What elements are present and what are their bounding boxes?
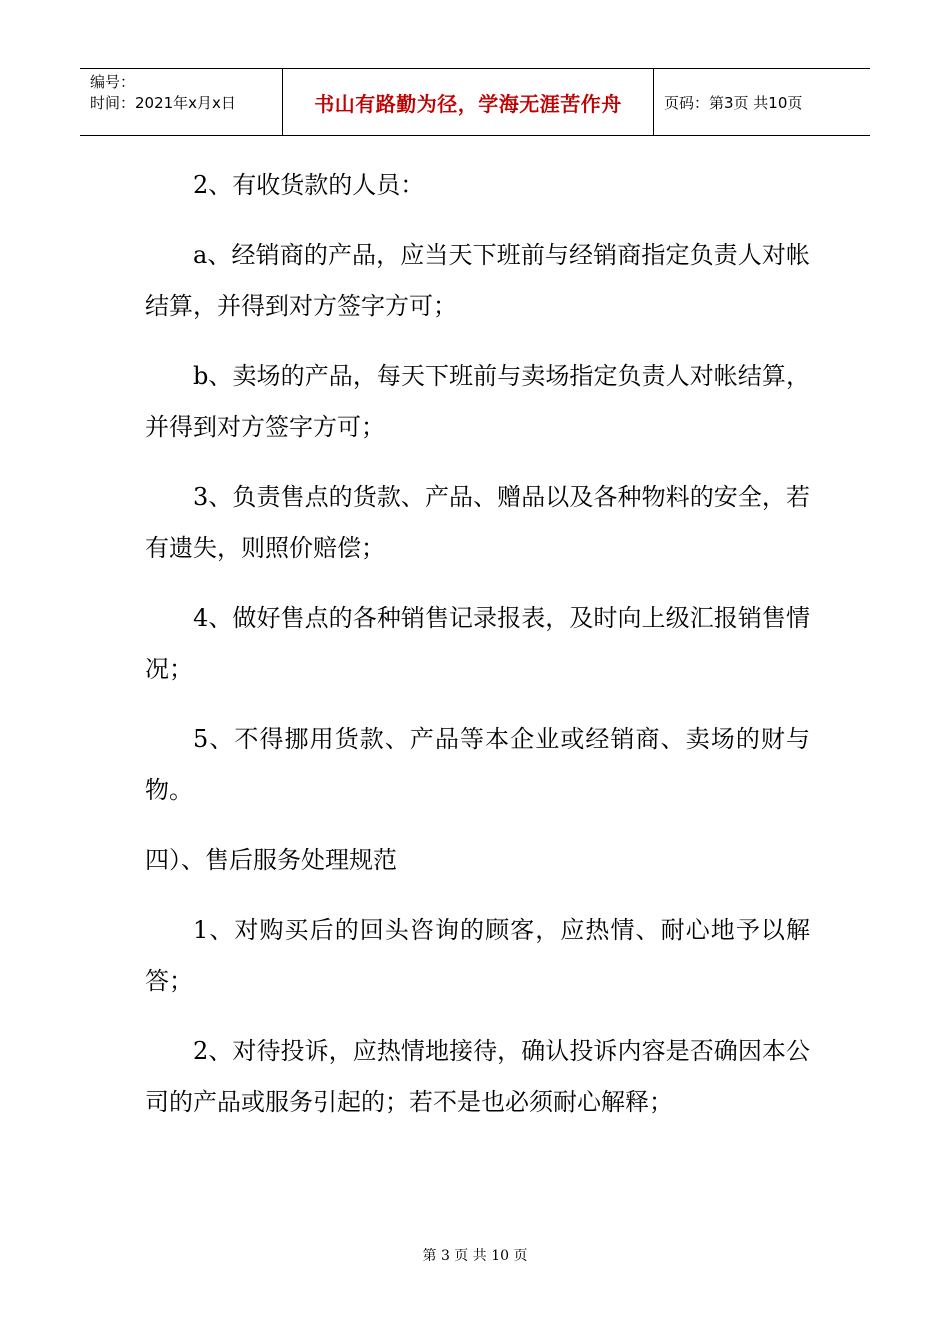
paragraph: a、经销商的产品，应当天下班前与经销商指定负责人对帐结算，并得到对方签字方可； <box>145 241 810 320</box>
document-date: 时间：2021年x月x日 <box>90 94 236 112</box>
section-heading: 四）、售后服务处理规范 <box>145 846 397 874</box>
page-footer: 第 3 页 共 10 页 <box>422 1248 528 1264</box>
paragraph: 2、有收货款的人员： <box>193 171 425 199</box>
paragraph: 3、负责售点的货款、产品、赠品以及各种物料的安全，若有遗失，则照价赔偿； <box>145 483 810 562</box>
document-body <box>145 160 810 1147</box>
paragraph: 2、对待投诉，应热情地接待，确认投诉内容是否确因本公司的产品或服务引起的；若不是也必须耐心解释； <box>145 1037 810 1116</box>
header-meta <box>80 69 282 135</box>
page-header <box>80 68 870 136</box>
paragraph: 5、不得挪用货款、产品等本企业或经销商、卖场的财与物。 <box>145 725 810 804</box>
paragraph: 4、做好售点的各种销售记录报表，及时向上级汇报销售情况； <box>145 604 810 683</box>
document-number-label: 编号： <box>90 73 136 91</box>
header-motto: 书山有路勤为径，学海无涯苦作舟 <box>282 69 654 135</box>
paragraph: 1、对购买后的回头咨询的顾客，应热情、耐心地予以解答； <box>145 916 810 995</box>
header-page-info: 页码：第3页 共10页 <box>664 93 803 112</box>
paragraph: b、卖场的产品，每天下班前与卖场指定负责人对帐结算，并得到对方签字方可； <box>145 362 810 441</box>
